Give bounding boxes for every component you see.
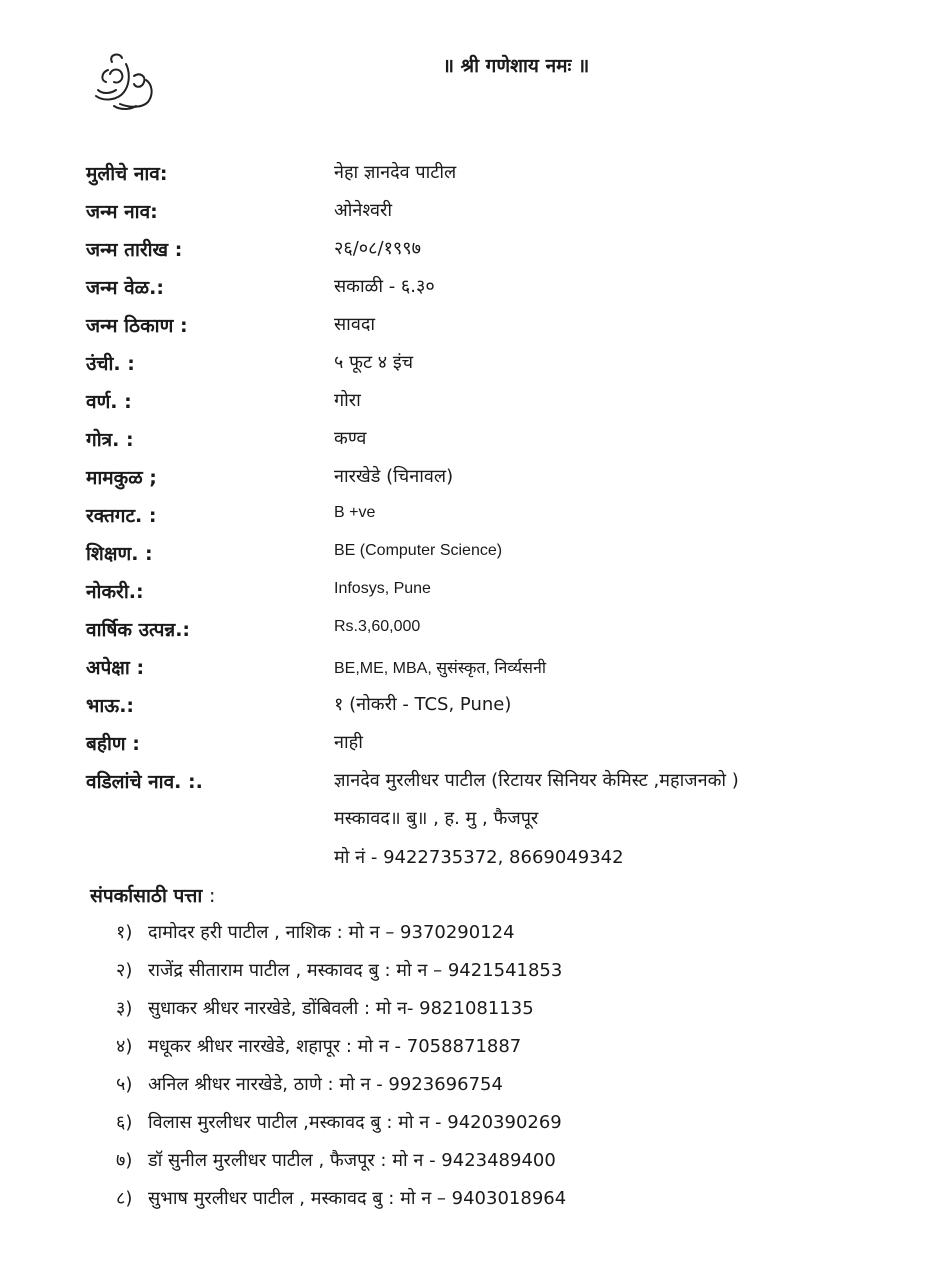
detail-value: १ (नोकरी - TCS, Pune): [334, 694, 512, 715]
detail-value: गोरा: [334, 390, 361, 411]
contact-title-colon: :: [208, 885, 216, 907]
detail-label: शिक्षण. :: [86, 543, 153, 565]
detail-value: B +ve: [334, 504, 376, 521]
detail-label: मुलीचे नाव:: [86, 163, 168, 185]
detail-row: [86, 692, 906, 722]
contact-number: ८): [116, 1188, 133, 1209]
detail-value: कण्व: [334, 428, 367, 449]
detail-label: नोकरी.:: [86, 581, 144, 603]
detail-row: [86, 312, 906, 342]
contact-number: १): [116, 922, 133, 943]
detail-value: सावदा: [334, 314, 376, 335]
contact-text: अनिल श्रीधर नारखेडे, ठाणे : मो न - 9923696754: [148, 1074, 503, 1095]
detail-label: बहीण :: [86, 733, 140, 755]
contact-title-text: संपर्कासाठी पत्ता: [90, 885, 203, 907]
contact-section-title: [90, 882, 215, 908]
contact-item: [116, 1186, 566, 1210]
detail-row: [86, 350, 906, 380]
contact-item: [116, 1148, 556, 1172]
detail-value: ५ फूट ४ इंच: [334, 352, 414, 373]
contact-number: ६): [116, 1112, 133, 1133]
detail-value: BE,ME, MBA, सुसंस्कृत, निर्व्यसनी: [334, 660, 547, 677]
detail-row: [86, 426, 906, 456]
detail-label: गोत्र. :: [86, 429, 134, 451]
detail-row: [86, 654, 906, 684]
detail-label: जन्म नाव:: [86, 201, 158, 223]
detail-value: Rs.3,60,000: [334, 618, 421, 635]
contact-text: राजेंद्र सीताराम पाटील , मस्कावद बु : मो न – 9421541853: [148, 960, 563, 981]
detail-row: [86, 198, 906, 228]
detail-label: रक्तगट. :: [86, 505, 157, 527]
contact-text: सुधाकर श्रीधर नारखेडे, डोंबिवली : मो न- 9821081135: [148, 998, 534, 1019]
detail-label: मामकुळ ;: [86, 467, 157, 489]
detail-value: २६/०८/१९९७: [334, 238, 422, 259]
contact-number: २): [116, 960, 133, 981]
detail-row: [86, 616, 906, 646]
detail-row: [86, 236, 906, 266]
contact-text: सुभाष मुरलीधर पाटील , मस्कावद बु : मो न – 9403018964: [148, 1188, 567, 1209]
detail-row: [86, 274, 906, 304]
detail-value: नारखेडे (चिनावल): [334, 466, 454, 487]
detail-label: जन्म ठिकाण :: [86, 315, 188, 337]
contact-text: डॉ सुनील मुरलीधर पाटील , फैजपूर : मो न - 9423489400: [148, 1150, 556, 1171]
contact-number: ५): [116, 1074, 133, 1095]
contact-item: [116, 920, 515, 944]
detail-row: [86, 540, 906, 570]
detail-value: BE (Computer Science): [334, 542, 503, 559]
father-address: मस्कावद॥ बु॥ , ह. मु , फैजपूर: [334, 808, 539, 829]
contact-item: [116, 1110, 562, 1134]
detail-value: Infosys, Pune: [334, 580, 431, 597]
contact-text: दामोदर हरी पाटील , नाशिक : मो न – 9370290124: [148, 922, 515, 943]
detail-row: [86, 578, 906, 608]
contact-number: ४): [116, 1036, 133, 1057]
contact-number: ३): [116, 998, 133, 1019]
detail-label: वर्ण. :: [86, 391, 132, 413]
detail-row: [86, 388, 906, 418]
contact-text: मधूकर श्रीधर नारखेडे, शहापूर : मो न - 7058871887: [148, 1036, 522, 1057]
contact-item: [116, 1072, 503, 1096]
contact-item: [116, 1034, 521, 1058]
detail-label: भाऊ.:: [86, 695, 135, 717]
detail-row: [86, 502, 906, 532]
detail-row: [86, 730, 906, 760]
detail-value: सकाळी - ६.३०: [334, 276, 435, 297]
contact-item: [116, 958, 562, 982]
detail-row: [86, 768, 906, 798]
detail-value: ज्ञानदेव मुरलीधर पाटील (रिटायर सिनियर केमिस्ट ,महाजनको ): [334, 770, 739, 791]
detail-label: वार्षिक उत्पन्न.:: [86, 619, 191, 641]
detail-label: वडिलांचे नाव. :.: [86, 771, 203, 793]
detail-label: जन्म तारीख :: [86, 239, 183, 261]
detail-label: अपेक्षा :: [86, 657, 145, 679]
detail-label: उंची. :: [86, 353, 135, 375]
detail-value: नेहा ज्ञानदेव पाटील: [334, 162, 457, 183]
detail-row: [86, 464, 906, 494]
contact-item: [116, 996, 534, 1020]
contact-number: ७): [116, 1150, 133, 1171]
contact-text: विलास मुरलीधर पाटील ,मस्कावद बु : मो न - 9420390269: [148, 1112, 562, 1133]
page-heading: ॥ श्री गणेशाय नमः ॥: [442, 55, 590, 77]
detail-label: जन्म वेळ.:: [86, 277, 164, 299]
detail-value: ओनेश्वरी: [334, 200, 393, 221]
father-phone: मो नं - 9422735372, 8669049342: [334, 847, 624, 868]
detail-row: [86, 160, 906, 190]
detail-value: नाही: [334, 732, 363, 753]
